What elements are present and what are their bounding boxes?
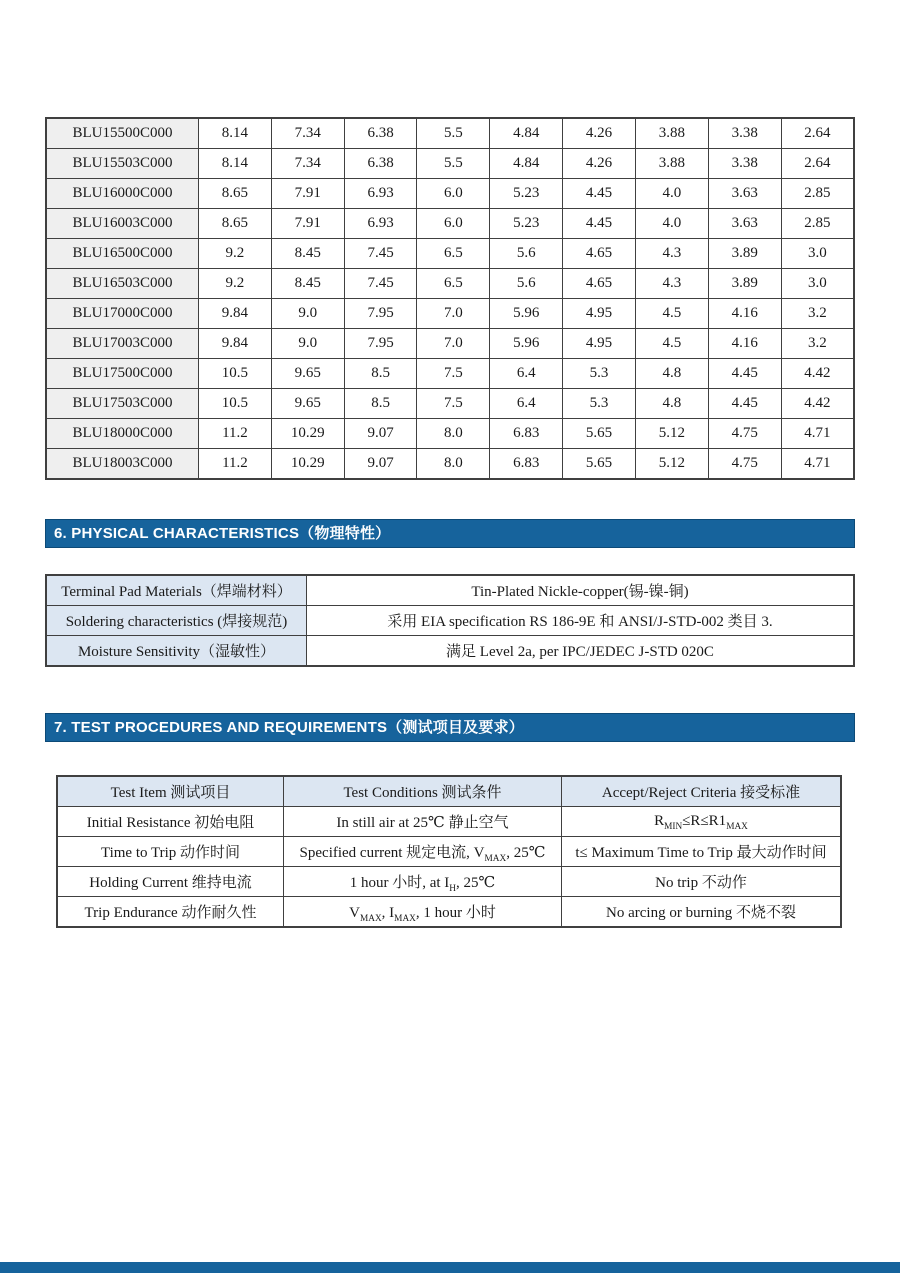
part-number-cell: BLU17503C000 bbox=[46, 389, 199, 419]
rating-value-cell: 6.0 bbox=[417, 179, 490, 209]
rating-value-cell: 4.26 bbox=[563, 118, 636, 149]
rating-value-cell: 7.45 bbox=[344, 269, 417, 299]
test-table-header-row bbox=[57, 776, 841, 807]
rating-value-cell: 9.84 bbox=[199, 299, 272, 329]
physical-label-cell: Soldering characteristics (焊接规范) bbox=[46, 606, 307, 636]
rating-value-cell: 4.8 bbox=[635, 359, 708, 389]
rating-value-cell: 5.6 bbox=[490, 269, 563, 299]
rating-value-cell: 4.26 bbox=[563, 149, 636, 179]
rating-value-cell: 7.95 bbox=[344, 329, 417, 359]
rating-value-cell: 3.63 bbox=[708, 179, 781, 209]
section-7-title: 7. TEST PROCEDURES AND REQUIREMENTS（测试项目及要求） bbox=[54, 719, 524, 736]
rating-value-cell: 9.0 bbox=[271, 299, 344, 329]
rating-value-cell: 3.0 bbox=[781, 269, 854, 299]
rating-value-cell: 3.89 bbox=[708, 239, 781, 269]
rating-value-cell: 3.2 bbox=[781, 329, 854, 359]
rating-value-cell: 7.34 bbox=[271, 149, 344, 179]
rating-value-cell: 2.64 bbox=[781, 118, 854, 149]
rating-value-cell: 3.38 bbox=[708, 149, 781, 179]
part-number-cell: BLU16000C000 bbox=[46, 179, 199, 209]
rating-value-cell: 4.42 bbox=[781, 359, 854, 389]
rating-value-cell: 4.95 bbox=[563, 299, 636, 329]
ratings-row bbox=[46, 389, 854, 419]
physical-row bbox=[46, 606, 854, 636]
physical-characteristics-table bbox=[45, 574, 855, 667]
rating-value-cell: 4.0 bbox=[635, 179, 708, 209]
ratings-row bbox=[46, 329, 854, 359]
rating-value-cell: 4.42 bbox=[781, 389, 854, 419]
rating-value-cell: 7.5 bbox=[417, 359, 490, 389]
section-6-header-bar bbox=[45, 519, 855, 548]
rating-value-cell: 9.2 bbox=[199, 269, 272, 299]
ratings-row bbox=[46, 449, 854, 480]
ratings-table bbox=[45, 117, 855, 480]
rating-value-cell: 7.34 bbox=[271, 118, 344, 149]
test-row bbox=[57, 837, 841, 867]
physical-row bbox=[46, 636, 854, 667]
rating-value-cell: 2.85 bbox=[781, 179, 854, 209]
rating-value-cell: 7.91 bbox=[271, 209, 344, 239]
rating-value-cell: 9.0 bbox=[271, 329, 344, 359]
rating-value-cell: 7.91 bbox=[271, 179, 344, 209]
rating-value-cell: 8.65 bbox=[199, 179, 272, 209]
rating-value-cell: 5.65 bbox=[563, 419, 636, 449]
test-item-cell: Trip Endurance 动作耐久性 bbox=[57, 897, 284, 928]
rating-value-cell: 6.93 bbox=[344, 179, 417, 209]
rating-value-cell: 4.95 bbox=[563, 329, 636, 359]
rating-value-cell: 9.2 bbox=[199, 239, 272, 269]
part-number-cell: BLU15500C000 bbox=[46, 118, 199, 149]
rating-value-cell: 5.12 bbox=[635, 449, 708, 480]
physical-value-cell: Tin-Plated Nickle-copper(锡-镍-铜) bbox=[307, 575, 855, 606]
rating-value-cell: 4.65 bbox=[563, 269, 636, 299]
footer-bar bbox=[0, 1262, 900, 1273]
rating-value-cell: 6.38 bbox=[344, 149, 417, 179]
rating-value-cell: 8.45 bbox=[271, 269, 344, 299]
rating-value-cell: 6.38 bbox=[344, 118, 417, 149]
rating-value-cell: 5.5 bbox=[417, 149, 490, 179]
test-row bbox=[57, 897, 841, 928]
rating-value-cell: 8.14 bbox=[199, 118, 272, 149]
rating-value-cell: 8.0 bbox=[417, 419, 490, 449]
ratings-table-body bbox=[46, 118, 854, 479]
rating-value-cell: 5.23 bbox=[490, 209, 563, 239]
rating-value-cell: 4.5 bbox=[635, 299, 708, 329]
test-criteria-cell: No trip 不动作 bbox=[562, 867, 842, 897]
rating-value-cell: 4.5 bbox=[635, 329, 708, 359]
rating-value-cell: 3.38 bbox=[708, 118, 781, 149]
ratings-row bbox=[46, 209, 854, 239]
part-number-cell: BLU18000C000 bbox=[46, 419, 199, 449]
ratings-row bbox=[46, 299, 854, 329]
rating-value-cell: 11.2 bbox=[199, 449, 272, 480]
part-number-cell: BLU17500C000 bbox=[46, 359, 199, 389]
ratings-row bbox=[46, 359, 854, 389]
rating-value-cell: 4.45 bbox=[563, 179, 636, 209]
rating-value-cell: 5.6 bbox=[490, 239, 563, 269]
rating-value-cell: 9.65 bbox=[271, 389, 344, 419]
rating-value-cell: 6.83 bbox=[490, 449, 563, 480]
rating-value-cell: 4.75 bbox=[708, 419, 781, 449]
physical-row bbox=[46, 575, 854, 606]
part-number-cell: BLU18003C000 bbox=[46, 449, 199, 480]
rating-value-cell: 4.16 bbox=[708, 329, 781, 359]
rating-value-cell: 3.88 bbox=[635, 118, 708, 149]
rating-value-cell: 2.64 bbox=[781, 149, 854, 179]
rating-value-cell: 8.5 bbox=[344, 389, 417, 419]
part-number-cell: BLU15503C000 bbox=[46, 149, 199, 179]
rating-value-cell: 8.45 bbox=[271, 239, 344, 269]
rating-value-cell: 6.5 bbox=[417, 239, 490, 269]
rating-value-cell: 3.2 bbox=[781, 299, 854, 329]
rating-value-cell: 8.65 bbox=[199, 209, 272, 239]
section-6-title: 6. PHYSICAL CHARACTERISTICS（物理特性） bbox=[54, 525, 391, 542]
rating-value-cell: 6.5 bbox=[417, 269, 490, 299]
test-criteria-cell: $R_{MIN}\le R\le R1_{MAX}$ bbox=[562, 807, 842, 837]
rating-value-cell: 4.45 bbox=[708, 389, 781, 419]
rating-value-cell: 6.0 bbox=[417, 209, 490, 239]
ratings-row bbox=[46, 179, 854, 209]
test-conditions-header: Test Conditions 测试条件 bbox=[284, 776, 562, 807]
rating-value-cell: 7.0 bbox=[417, 329, 490, 359]
section-7-header-bar bbox=[45, 713, 855, 742]
test-conditions-cell: $V_{MAX}$, $I_{MAX}$, 1 hour 小时 bbox=[284, 897, 562, 928]
rating-value-cell: 4.45 bbox=[708, 359, 781, 389]
ratings-row bbox=[46, 118, 854, 149]
rating-value-cell: 3.88 bbox=[635, 149, 708, 179]
rating-value-cell: 4.75 bbox=[708, 449, 781, 480]
rating-value-cell: 10.29 bbox=[271, 449, 344, 480]
rating-value-cell: 4.3 bbox=[635, 239, 708, 269]
physical-value-cell: 采用 EIA specification RS 186-9E 和 ANSI/J-STD-002 类目 3. bbox=[307, 606, 855, 636]
rating-value-cell: 6.93 bbox=[344, 209, 417, 239]
test-conditions-cell: Specified current 规定电流, $V_{MAX}$, 25℃ bbox=[284, 837, 562, 867]
rating-value-cell: 5.96 bbox=[490, 329, 563, 359]
test-procedures-table bbox=[56, 775, 842, 928]
rating-value-cell: 7.95 bbox=[344, 299, 417, 329]
rating-value-cell: 3.89 bbox=[708, 269, 781, 299]
ratings-row bbox=[46, 149, 854, 179]
physical-label-cell: Moisture Sensitivity（湿敏性） bbox=[46, 636, 307, 667]
rating-value-cell: 6.83 bbox=[490, 419, 563, 449]
rating-value-cell: 5.23 bbox=[490, 179, 563, 209]
rating-value-cell: 9.07 bbox=[344, 449, 417, 480]
rating-value-cell: 9.84 bbox=[199, 329, 272, 359]
rating-value-cell: 3.0 bbox=[781, 239, 854, 269]
part-number-cell: BLU16003C000 bbox=[46, 209, 199, 239]
accept-reject-header: Accept/Reject Criteria 接受标准 bbox=[562, 776, 842, 807]
rating-value-cell: 7.0 bbox=[417, 299, 490, 329]
rating-value-cell: 4.71 bbox=[781, 449, 854, 480]
rating-value-cell: 11.2 bbox=[199, 419, 272, 449]
test-conditions-cell: In still air at 25℃ 静止空气 bbox=[284, 807, 562, 837]
rating-value-cell: 4.84 bbox=[490, 149, 563, 179]
test-row bbox=[57, 867, 841, 897]
rating-value-cell: 10.29 bbox=[271, 419, 344, 449]
physical-label-cell: Terminal Pad Materials（焊端材料） bbox=[46, 575, 307, 606]
rating-value-cell: 8.0 bbox=[417, 449, 490, 480]
test-item-cell: Initial Resistance 初始电阻 bbox=[57, 807, 284, 837]
test-row bbox=[57, 807, 841, 837]
rating-value-cell: 4.84 bbox=[490, 118, 563, 149]
rating-value-cell: 5.65 bbox=[563, 449, 636, 480]
rating-value-cell: 8.5 bbox=[344, 359, 417, 389]
rating-value-cell: 5.96 bbox=[490, 299, 563, 329]
test-criteria-cell: t≤ Maximum Time to Trip 最大动作时间 bbox=[562, 837, 842, 867]
rating-value-cell: 4.71 bbox=[781, 419, 854, 449]
rating-value-cell: 5.3 bbox=[563, 389, 636, 419]
rating-value-cell: 5.5 bbox=[417, 118, 490, 149]
rating-value-cell: 8.14 bbox=[199, 149, 272, 179]
rating-value-cell: 7.45 bbox=[344, 239, 417, 269]
rating-value-cell: 7.5 bbox=[417, 389, 490, 419]
rating-value-cell: 4.8 bbox=[635, 389, 708, 419]
rating-value-cell: 4.65 bbox=[563, 239, 636, 269]
rating-value-cell: 9.07 bbox=[344, 419, 417, 449]
rating-value-cell: 5.12 bbox=[635, 419, 708, 449]
part-number-cell: BLU16503C000 bbox=[46, 269, 199, 299]
rating-value-cell: 4.16 bbox=[708, 299, 781, 329]
rating-value-cell: 10.5 bbox=[199, 359, 272, 389]
rating-value-cell: 9.65 bbox=[271, 359, 344, 389]
rating-value-cell: 4.3 bbox=[635, 269, 708, 299]
ratings-row bbox=[46, 419, 854, 449]
test-conditions-cell: 1 hour 小时, at $I_H$, 25℃ bbox=[284, 867, 562, 897]
rating-value-cell: 3.63 bbox=[708, 209, 781, 239]
rating-value-cell: 5.3 bbox=[563, 359, 636, 389]
rating-value-cell: 2.85 bbox=[781, 209, 854, 239]
test-criteria-cell: No arcing or burning 不烧不裂 bbox=[562, 897, 842, 928]
rating-value-cell: 4.0 bbox=[635, 209, 708, 239]
part-number-cell: BLU17003C000 bbox=[46, 329, 199, 359]
rating-value-cell: 6.4 bbox=[490, 359, 563, 389]
part-number-cell: BLU16500C000 bbox=[46, 239, 199, 269]
test-item-cell: Holding Current 维持电流 bbox=[57, 867, 284, 897]
rating-value-cell: 6.4 bbox=[490, 389, 563, 419]
rating-value-cell: 10.5 bbox=[199, 389, 272, 419]
test-item-header: Test Item 测试项目 bbox=[57, 776, 284, 807]
part-number-cell: BLU17000C000 bbox=[46, 299, 199, 329]
test-item-cell: Time to Trip 动作时间 bbox=[57, 837, 284, 867]
ratings-row bbox=[46, 239, 854, 269]
rating-value-cell: 4.45 bbox=[563, 209, 636, 239]
physical-value-cell: 满足 Level 2a, per IPC/JEDEC J-STD 020C bbox=[307, 636, 855, 667]
ratings-row bbox=[46, 269, 854, 299]
